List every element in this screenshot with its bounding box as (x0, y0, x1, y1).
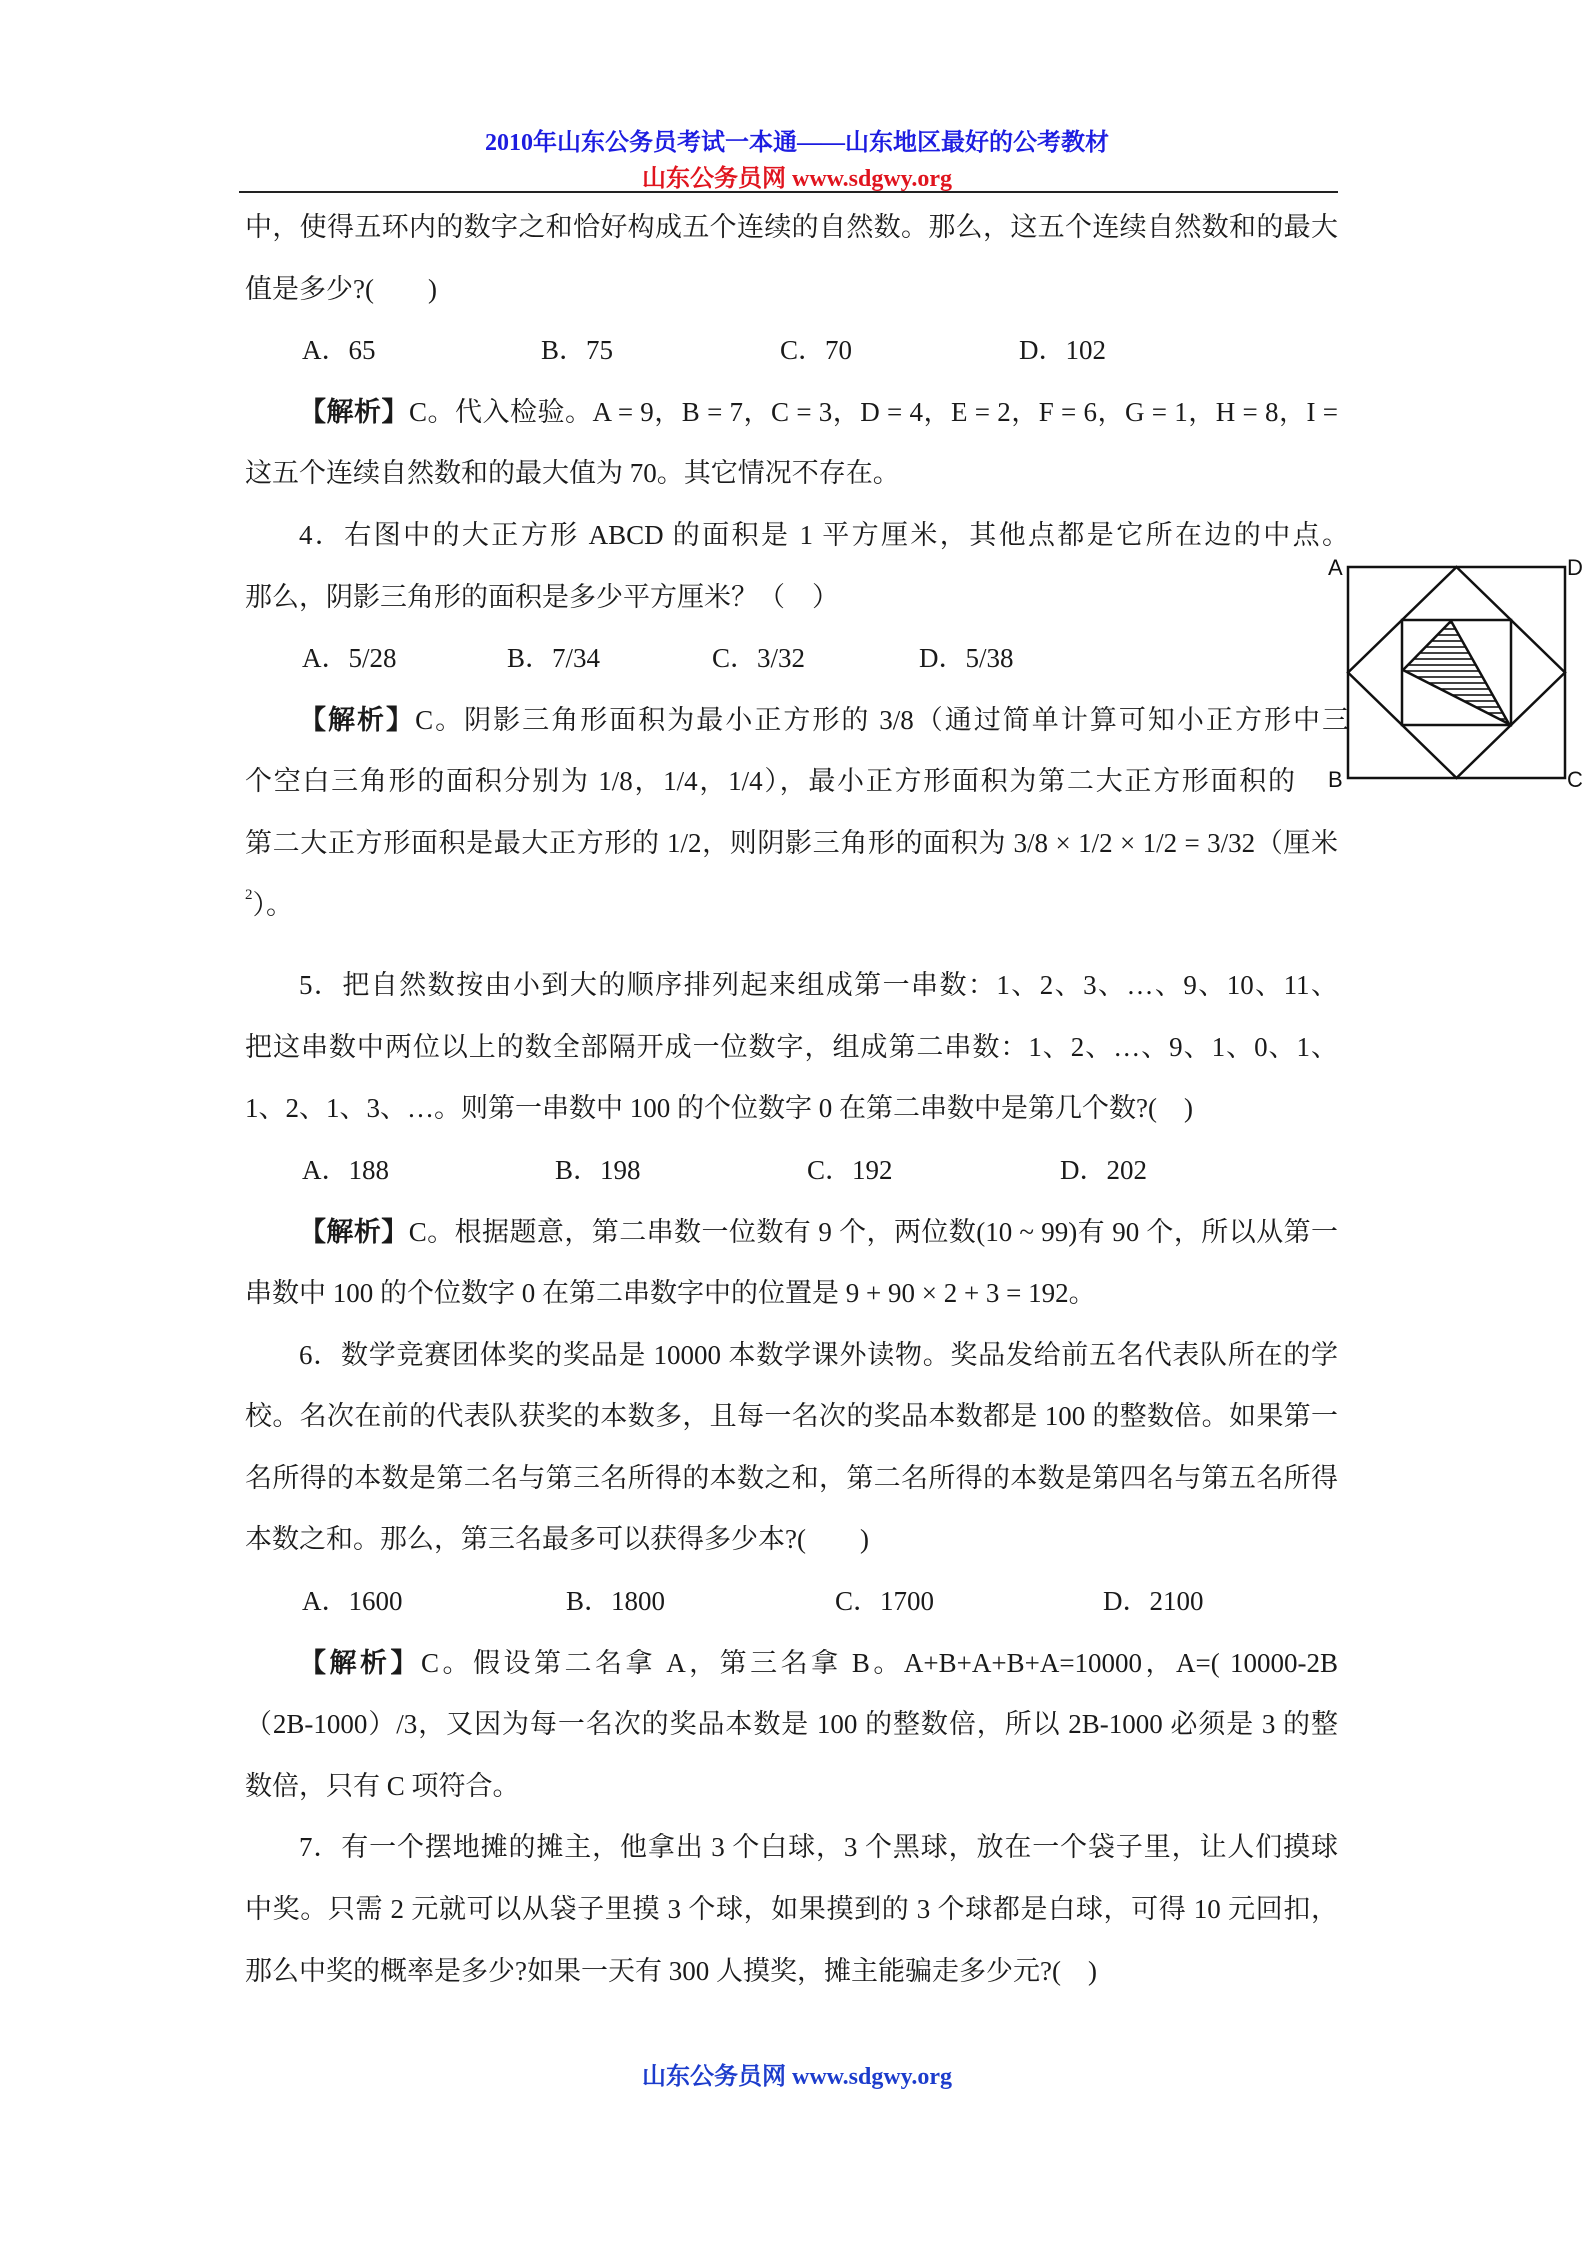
document-body (245, 197, 1349, 2002)
q7-stem-line: 那么中奖的概率是多少?如果一天有 300 人摸奖，摊主能骗走多少元?( ) (245, 1955, 1097, 1986)
q5-stem-line: 5．把自然数按由小到大的顺序排列起来组成第一串数：1、2、3、…、9、10、11、 (299, 970, 1338, 1001)
q4-option-b: B．7/34 (507, 643, 601, 674)
q3-stem-line: 中，使得五环内的数字之和恰好构成五个连续的自然数。那么，这五个连续自然数和的最大 (245, 212, 1338, 242)
q6-option-d: D．2100 (1103, 1586, 1204, 1617)
q6-option-a: A．1600 (302, 1586, 403, 1617)
q4-stem-line: 那么，阴影三角形的面积是多少平方厘米？（ ） (245, 581, 839, 612)
q4-option-a: A．5/28 (302, 643, 397, 674)
q4-analysis-line: $^2$）。 (245, 886, 293, 920)
header-divider (239, 191, 1338, 193)
superscript: 2 (245, 886, 253, 903)
q6-option-c: C．1700 (835, 1586, 935, 1617)
q6-options (245, 1571, 1338, 1633)
q5-analysis-line: 【解析】C。根据题意，第二串数一位数有 9 个，两位数(10 ~ 99)有 90 个，所以从第一 (299, 1216, 1338, 1247)
q6-stem-line: 6．数学竞赛团体奖的奖品是 10000 本数学课外读物。奖品发给前五名代表队所在的学 (299, 1339, 1338, 1370)
footer-site: 山东公务员网 www.sdgwy.org (641, 2064, 953, 2090)
q6-option-b: B．1800 (566, 1586, 666, 1617)
q6-analysis-line: 【解析】C。假设第二名拿 A，第三名拿 B。A+B+A+B+A=10000，A=( 10000-2B (299, 1647, 1338, 1678)
q6-analysis-line: （2B-1000）/3，又因为每一名次的奖品本数是 100 的整数倍，所以 2B-1000 必须是 3 的整 (245, 1709, 1338, 1740)
label-c: C (1567, 767, 1583, 792)
nested-squares-figure (1300, 530, 1594, 800)
q5-option-b: B．198 (555, 1154, 641, 1185)
q5-stem-line: 1、2、1、3、…。则第一串数中 100 的个位数字 0 在第二串数中是第几个数?( ) (245, 1093, 1193, 1124)
q3-options (245, 320, 1338, 382)
q5-stem-line: 把这串数中两位以上的数全部隔开成一位数字，组成第二串数：1、2、…、9、1、0、1、 (245, 1031, 1338, 1062)
q4-stem-line: 4．右图中的大正方形 ABCD 的面积是 1 平方厘米，其他点都是它所在边的中点。 (299, 519, 1349, 550)
q4-analysis-line: 个空白三角形的面积分别为 1/8，1/4，1/4），最小正方形面积为第二大正方形面积的 (245, 766, 1295, 797)
q3-option-a: A．65 (302, 335, 376, 366)
q5-option-d: D．202 (1060, 1154, 1147, 1185)
q3-option-b: B．75 (541, 335, 614, 366)
header-subtitle: 山东公务员网 www.sdgwy.org (641, 166, 953, 192)
analysis-label: 【解析】 (299, 1647, 421, 1678)
q3-analysis-line: 【解析】C。代入检验。A = 9，B = 7，C = 3，D = 4，E = 2，F = 6，G = 1，H = 8，I = (299, 396, 1338, 427)
analysis-label: 【解析】 (299, 396, 410, 427)
q3-analysis-line: 这五个连续自然数和的最大值为 70。其它情况不存在。 (245, 458, 900, 489)
analysis-label: 【解析】 (299, 1216, 409, 1247)
q7-stem-line: 7．有一个摆地摊的摊主，他拿出 3 个白球，3 个黑球，放在一个袋子里，让人们摸球 (299, 1832, 1338, 1863)
q5-option-c: C．192 (807, 1154, 893, 1185)
label-a: A (1328, 555, 1343, 580)
q6-stem-line: 本数之和。那么，第三名最多可以获得多少本?( ) (245, 1524, 869, 1555)
q6-stem-line: 校。名次在前的代表队获奖的本数多，且每一名次的奖品本数都是 100 的整数倍。如果第一 (245, 1401, 1338, 1432)
q4-analysis-line: 【解析】C。阴影三角形面积为最小正方形的 3/8（通过简单计算可知小正方形中三 (299, 704, 1349, 735)
label-b: B (1328, 767, 1343, 792)
label-d: D (1567, 555, 1583, 580)
q3-stem-line: 值是多少?( ) (245, 273, 437, 304)
q3-option-c: C．70 (780, 335, 853, 366)
q7-stem-line: 中奖。只需 2 元就可以从袋子里摸 3 个球，如果摸到的 3 个球都是白球，可得 10 元回扣， (245, 1894, 1338, 1925)
q5-option-a: A．188 (302, 1154, 389, 1185)
q4-analysis-line: 第二大正方形面积是最大正方形的 1/2，则阴影三角形的面积为 3/8 × 1/2 × 1/2 = 3/32（厘米 (245, 827, 1338, 858)
shaded-triangle (1403, 621, 1509, 724)
q6-stem-line: 名所得的本数是第二名与第三名所得的本数之和，第二名所得的本数是第四名与第五名所得 (245, 1462, 1338, 1493)
q4-option-d: D．5/38 (919, 643, 1014, 674)
q4-option-c: C．3/32 (712, 643, 806, 674)
header-title: 2010年山东公务员考试一本通——山东地区最好的公考教材 (485, 130, 1109, 156)
q3-option-d: D．102 (1019, 335, 1106, 366)
q5-analysis-line: 串数中 100 的个位数字 0 在第二串数字中的位置是 9 + 90 × 2 + 3 = 192。 (245, 1278, 1096, 1309)
q5-options (245, 1140, 1338, 1202)
analysis-label: 【解析】 (299, 704, 416, 735)
q4-options (245, 628, 1338, 690)
q6-analysis-line: 数倍，只有 C 项符合。 (245, 1770, 520, 1801)
